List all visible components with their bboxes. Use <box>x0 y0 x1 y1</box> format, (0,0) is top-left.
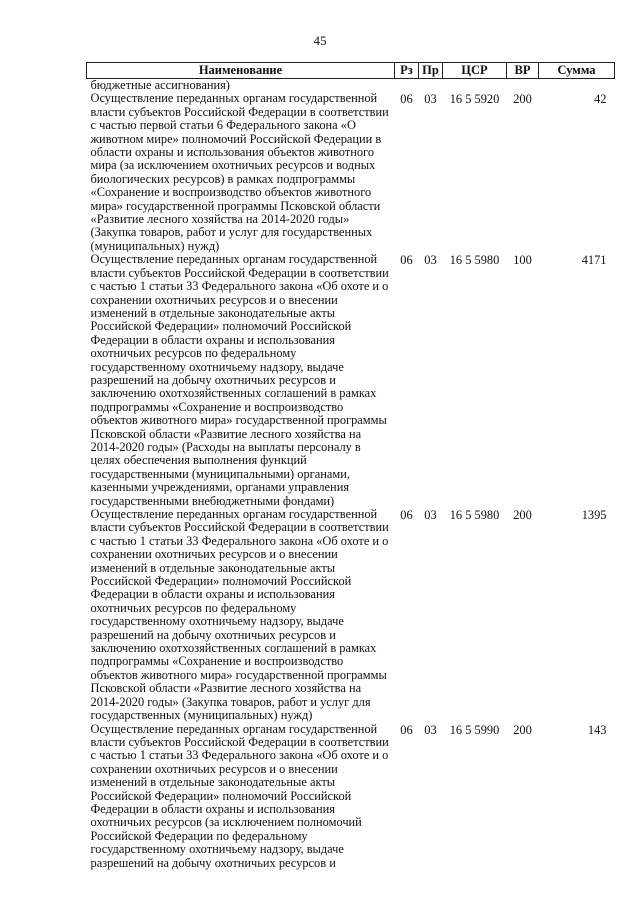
row-vr: 100 <box>513 253 532 268</box>
header-vr: ВР <box>507 63 539 79</box>
row-pr: 03 <box>424 92 437 107</box>
row-sum: 42 <box>594 92 607 107</box>
row-csr: 16 5 5920 <box>449 92 500 107</box>
page-number: 45 <box>313 33 327 48</box>
header-rz: Рз <box>395 63 419 79</box>
table-row <box>87 723 615 870</box>
row-name: Осуществление переданных органам государственной власти субъектов Российской Федерации в соответствии с частью первой статьи 6 Федерального закона «О животном мире» полномочий Российской Федерации в области охраны и использования объектов животного мира (за исключением охотничьих ресурсов и водных биологических ресурсов) в рамках подпрограммы «Сохранение и воспроизводство объектов животного мира» государственной программы Псковской области «Развитие лесного хозяйства на 2014-2020 годы» (Закупка товаров, работ и услуг для государственных (муниципальных) нужд) <box>90 91 389 253</box>
table-row-continuation <box>87 79 615 93</box>
row-pr: 03 <box>424 253 437 268</box>
budget-table <box>86 62 615 870</box>
row-name: Осуществление переданных органам государственной власти субъектов Российской Федерации в соответствии с частью 1 статьи 33 Федерального закона «Об охоте и о сохранении охотничьих ресурсов и о внесении изменений в отдельные законодательные акты Российской Федерации» полномочий Российской Федерации в области охраны и использования охотничьих ресурсов (за исключением полномочий Российской Федерации по федеральному государственному охотничьему надзору, выдаче разрешений на добычу охотничьих ресурсов и <box>90 721 389 870</box>
continuation-text: бюджетные ассигнования) <box>90 78 230 92</box>
row-pr: 03 <box>424 508 437 522</box>
row-rz: 06 <box>400 722 413 737</box>
table-row <box>87 253 615 508</box>
row-vr: 200 <box>513 722 532 737</box>
row-vr: 200 <box>513 508 532 522</box>
row-rz: 06 <box>400 92 413 107</box>
table-header <box>87 63 615 79</box>
row-name: Осуществление переданных органам государственной власти субъектов Российской Федерации в соответствии с частью 1 статьи 33 Федерального закона «Об охоте и о сохранении охотничьих ресурсов и о внесении изменений в отдельные законодательные акты Российской Федерации» полномочий Российской Федерации в области охраны и использования охотничьих ресурсов по федеральному государственному охотничьему надзору, выдаче разрешений на добычу охотничьих ресурсов и заключению охотхозяйственных соглашений в рамках подпрограммы «Сохранение и воспроизводство объектов животного мира» государственной программы Псковской области «Развитие лесного хозяйства на 2014-2020 годы» (Расходы на выплаты персоналу в целях обеспечения выполнения функций государственными (муниципальными) органами, казенными учреждениями, органами управления государственными внебюджетными фондами) <box>90 252 389 508</box>
header-pr: Пр <box>419 63 443 79</box>
row-csr: 16 5 5990 <box>449 722 500 737</box>
row-name: Осуществление переданных органам государственной власти субъектов Российской Федерации в соответствии с частью 1 статьи 33 Федерального закона «Об охоте и о сохранении охотничьих ресурсов и о внесении изменений в отдельные законодательные акты Российской Федерации» полномочий Российской Федерации в области охраны и использования охотничьих ресурсов по федеральному государственному охотничьему надзору, выдаче разрешений на добычу охотничьих ресурсов и заключению охотхозяйственных соглашений в рамках подпрограммы «Сохранение и воспроизводство объектов животного мира» государственной программы Псковской области «Развитие лесного хозяйства на 2014-2020 годы» (Закупка товаров, работ и услуг для государственных (муниципальных) нужд) <box>90 507 389 723</box>
header-csr: ЦСР <box>443 63 507 79</box>
row-vr: 200 <box>513 92 532 107</box>
table-row <box>87 92 615 253</box>
row-csr: 16 5 5980 <box>449 253 500 268</box>
row-pr: 03 <box>424 722 437 737</box>
row-sum: 143 <box>587 722 607 737</box>
header-name: Наименование <box>87 63 395 79</box>
row-sum: 4171 <box>581 253 607 268</box>
row-sum: 1395 <box>581 508 607 522</box>
row-rz: 06 <box>400 508 413 522</box>
header-sum: Сумма <box>539 63 615 79</box>
row-rz: 06 <box>400 253 413 268</box>
table-row <box>87 508 615 723</box>
row-csr: 16 5 5980 <box>449 508 500 522</box>
